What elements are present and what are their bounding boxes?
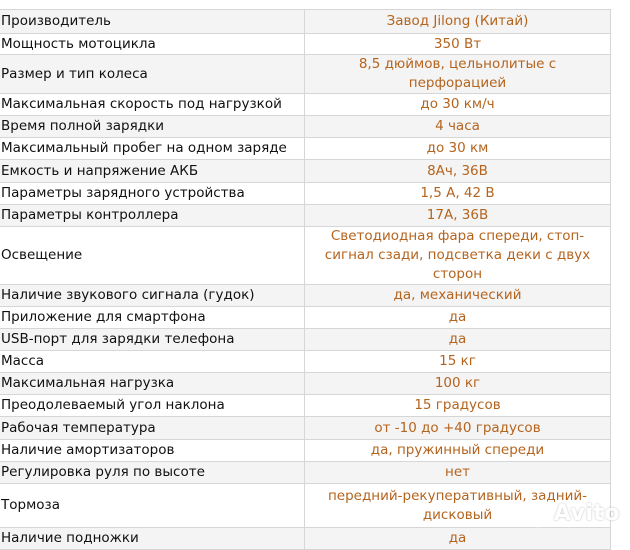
spec-row bbox=[0, 116, 611, 138]
specifications-table-body bbox=[0, 10, 611, 550]
spec-value-cell: 8Ач, 36В bbox=[305, 160, 611, 183]
spec-value-cell: 1,5 А, 42 В bbox=[305, 183, 611, 205]
spec-value-cell: да, пружинный спереди bbox=[305, 440, 611, 462]
spec-param-cell: Емкость и напряжение АКБ bbox=[0, 160, 305, 183]
spec-param-cell: Преодолеваемый угол наклона bbox=[0, 395, 305, 417]
avito-watermark-text: Avito bbox=[553, 500, 620, 526]
avito-watermark bbox=[517, 498, 620, 528]
spec-value-cell: от -10 до +40 градусов bbox=[305, 417, 611, 440]
spec-param-cell: Мощность мотоцикла bbox=[0, 34, 305, 55]
spec-row bbox=[0, 528, 611, 550]
spec-row bbox=[0, 285, 611, 307]
spec-value-cell: да bbox=[305, 307, 611, 329]
spec-row bbox=[0, 462, 611, 484]
spec-param-cell: Освещение bbox=[0, 227, 305, 285]
spec-value-cell: да bbox=[305, 528, 611, 550]
spec-row bbox=[0, 395, 611, 417]
spec-param-cell: Производитель bbox=[0, 10, 305, 34]
spec-row bbox=[0, 440, 611, 462]
spec-param-cell: Регулировка руля по высоте bbox=[0, 462, 305, 484]
spec-param-cell: Максимальная нагрузка bbox=[0, 373, 305, 395]
spec-row bbox=[0, 183, 611, 205]
spec-value-cell: да, механический bbox=[305, 285, 611, 307]
spec-value-cell: до 30 км bbox=[305, 138, 611, 160]
spec-param-cell: Параметры контроллера bbox=[0, 205, 305, 227]
spec-row bbox=[0, 55, 611, 94]
spec-param-cell: Максимальная скорость под нагрузкой bbox=[0, 94, 305, 116]
spec-value-cell: до 30 км/ч bbox=[305, 94, 611, 116]
spec-value-cell: 17А, 36В bbox=[305, 205, 611, 227]
spec-row bbox=[0, 307, 611, 329]
spec-param-cell: USB-порт для зарядки телефона bbox=[0, 329, 305, 351]
spec-value-cell: да bbox=[305, 329, 611, 351]
spec-param-cell: Наличие подножки bbox=[0, 528, 305, 550]
spec-param-cell: Наличие амортизаторов bbox=[0, 440, 305, 462]
spec-row bbox=[0, 329, 611, 351]
spec-row bbox=[0, 205, 611, 227]
spec-row bbox=[0, 160, 611, 183]
spec-row bbox=[0, 94, 611, 116]
spec-param-cell: Рабочая температура bbox=[0, 417, 305, 440]
spec-value-cell: Светодиодная фара спереди, стоп-сигнал сзади, подсветка деки с двух сторон bbox=[305, 227, 611, 285]
spec-row bbox=[0, 138, 611, 160]
spec-row bbox=[0, 417, 611, 440]
spec-row bbox=[0, 227, 611, 285]
spec-value-cell: 100 кг bbox=[305, 373, 611, 395]
spec-value-cell: передний-рекуперативный, задний-дисковый bbox=[305, 484, 611, 528]
spec-param-cell: Максимальный пробег на одном заряде bbox=[0, 138, 305, 160]
spec-param-cell: Наличие звукового сигнала (гудок) bbox=[0, 285, 305, 307]
spec-value-cell: 8,5 дюймов, цельнолитые с перфорацией bbox=[305, 55, 611, 94]
spec-param-cell: Параметры зарядного устройства bbox=[0, 183, 305, 205]
avito-logo-icon bbox=[517, 498, 551, 528]
specifications-table bbox=[0, 9, 611, 550]
spec-value-cell: 15 кг bbox=[305, 351, 611, 373]
spec-value-cell: 15 градусов bbox=[305, 395, 611, 417]
spec-value-cell: 4 часа bbox=[305, 116, 611, 138]
spec-row bbox=[0, 10, 611, 34]
spec-param-cell: Время полной зарядки bbox=[0, 116, 305, 138]
spec-value-cell: Завод Jilong (Китай) bbox=[305, 10, 611, 34]
spec-param-cell: Приложение для смартфона bbox=[0, 307, 305, 329]
spec-value-cell: нет bbox=[305, 462, 611, 484]
spec-row bbox=[0, 373, 611, 395]
spec-row bbox=[0, 34, 611, 55]
spec-param-cell: Тормоза bbox=[0, 484, 305, 528]
spec-value-cell: 350 Вт bbox=[305, 34, 611, 55]
spec-param-cell: Масса bbox=[0, 351, 305, 373]
spec-param-cell: Размер и тип колеса bbox=[0, 55, 305, 94]
spec-row bbox=[0, 351, 611, 373]
